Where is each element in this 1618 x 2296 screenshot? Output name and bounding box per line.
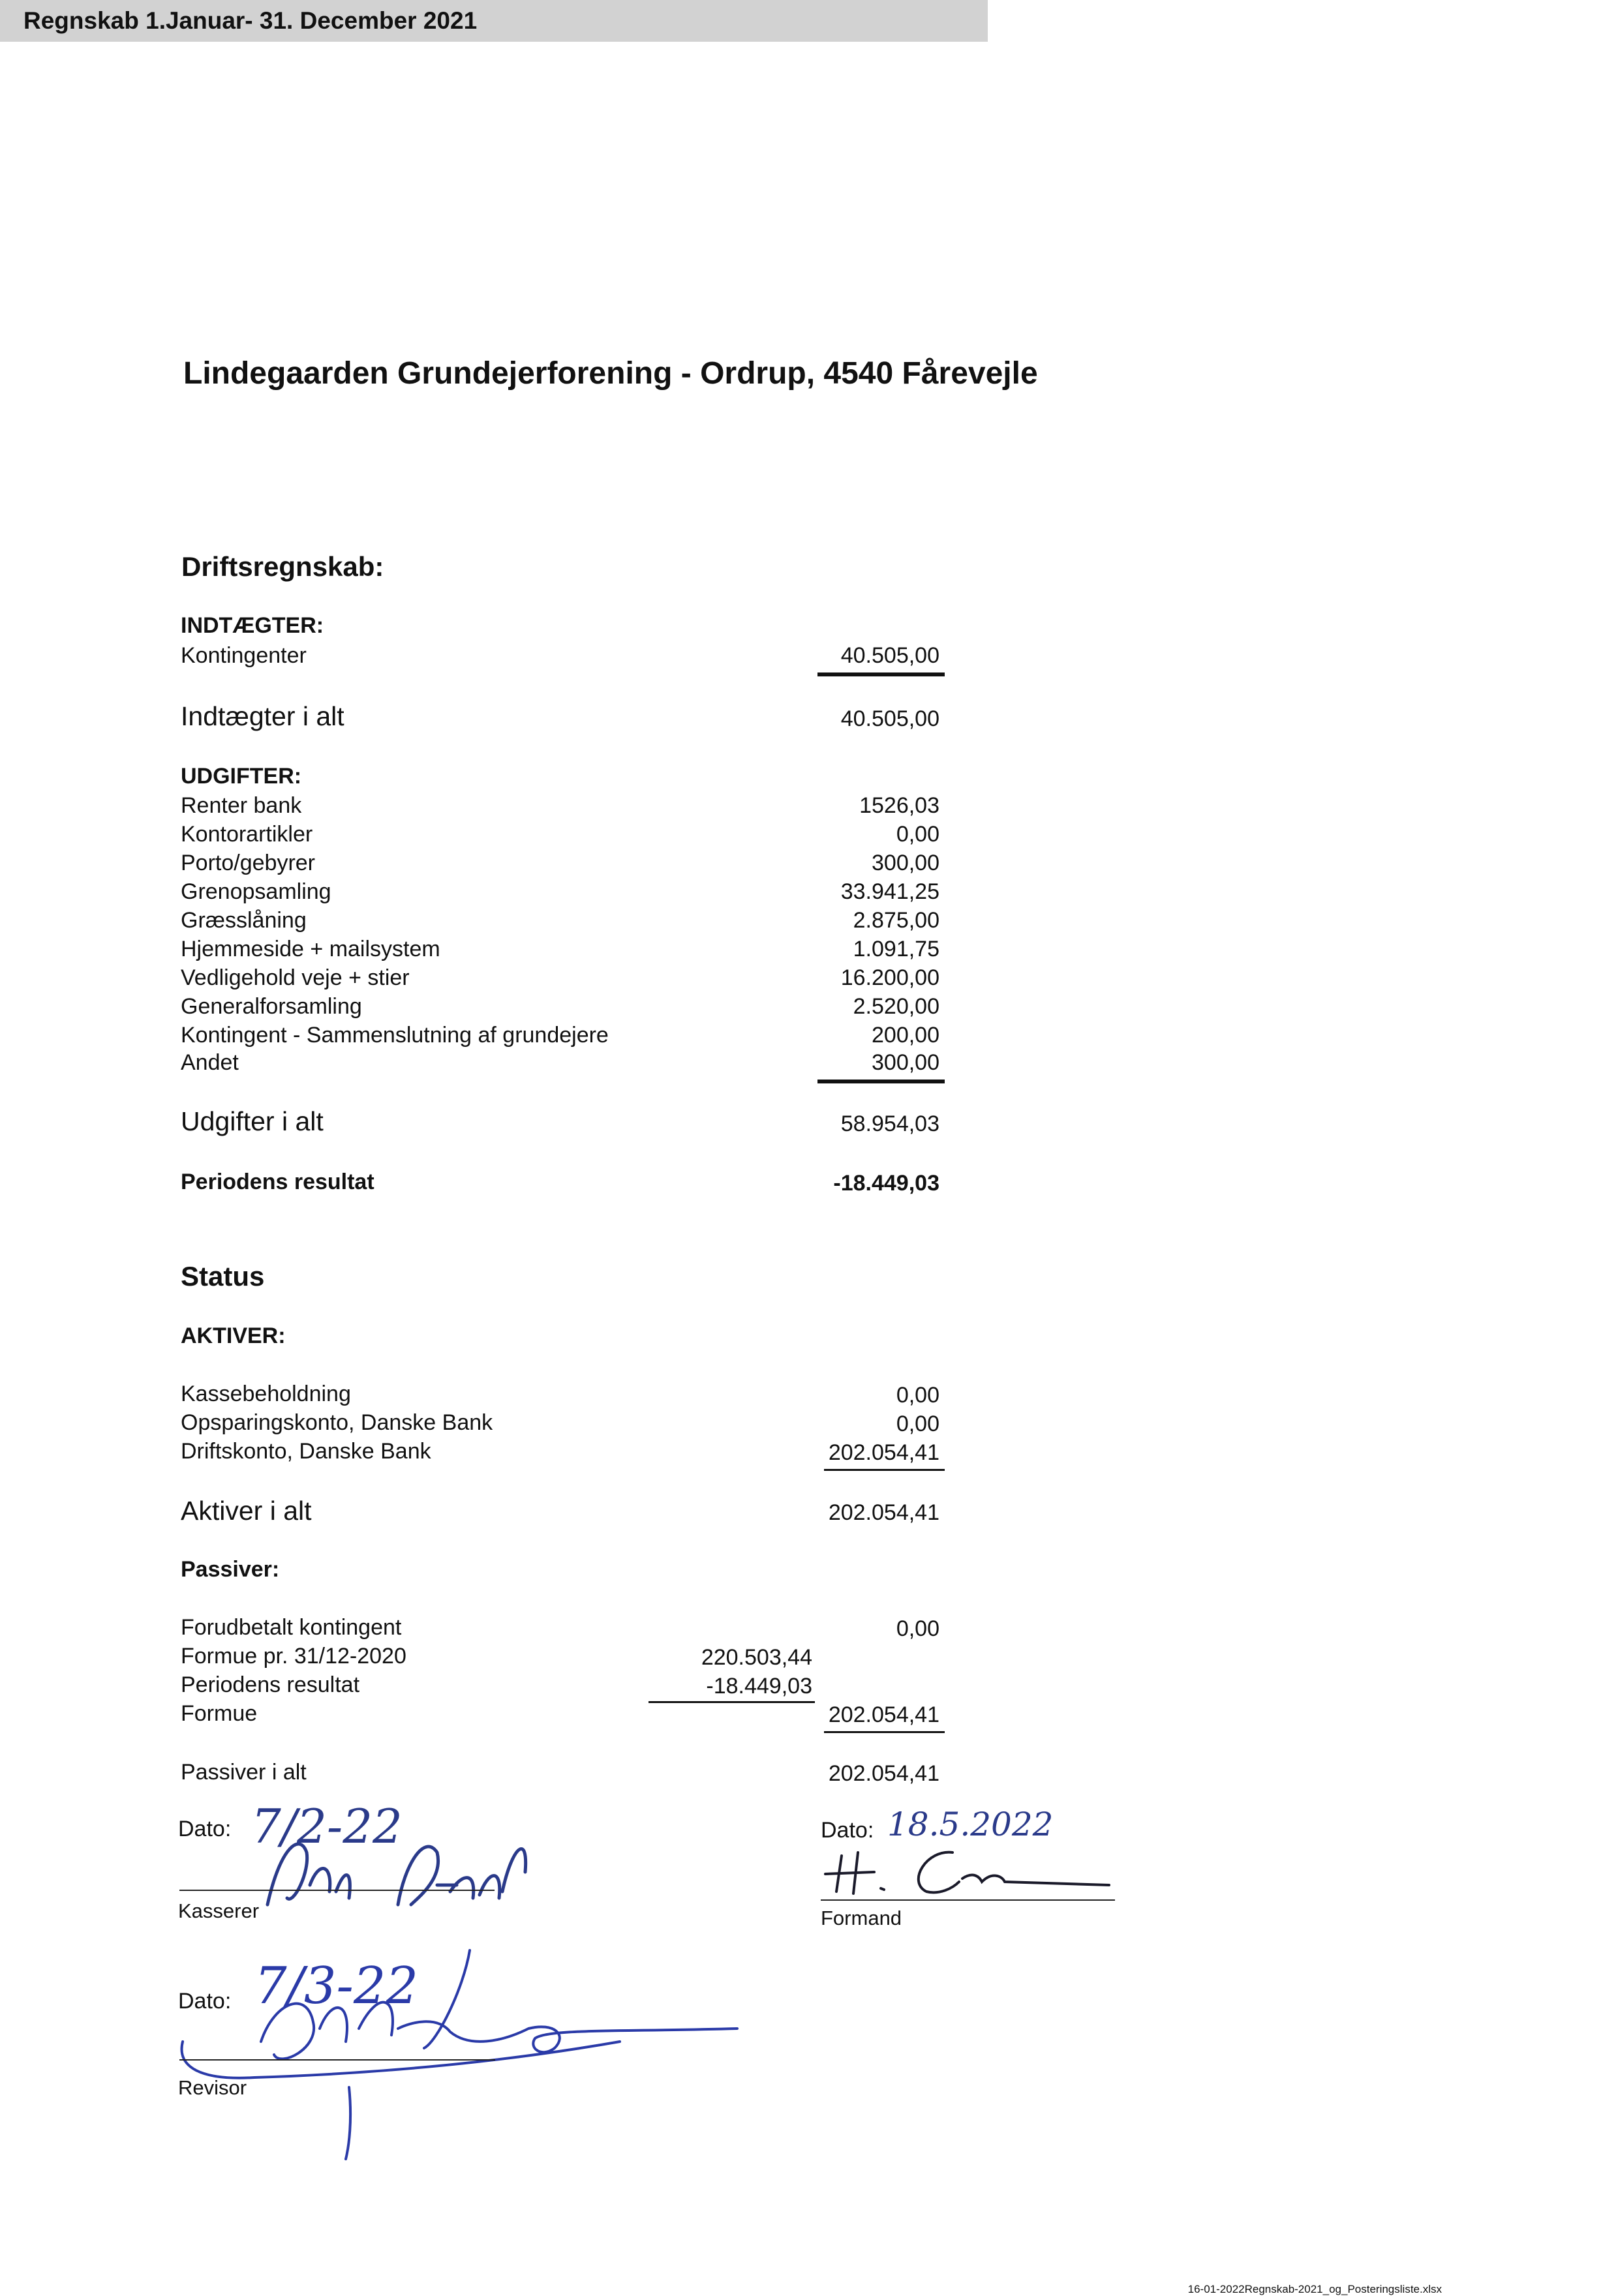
income-amount: 40.505,00 <box>840 643 939 668</box>
expense-label: Kontorartikler <box>181 822 313 847</box>
expenses-heading: UDGIFTER: <box>181 764 302 789</box>
expense-amount: 33.941,25 <box>840 879 939 904</box>
expense-label: Porto/gebyrer <box>181 851 315 875</box>
status-heading: Status <box>181 1261 265 1292</box>
assets-underline <box>824 1469 945 1471</box>
liabilities-heading: Passiver: <box>181 1557 280 1582</box>
auditor-role-label: Revisor <box>178 2076 247 2099</box>
auditor-signature <box>163 1950 750 2166</box>
period-banner <box>0 0 988 42</box>
period-result-status-amount: -18.449,03 <box>706 1674 812 1699</box>
chairman-signature-line <box>821 1899 1115 1901</box>
income-total-amount: 40.505,00 <box>840 706 939 731</box>
auditor-signature-line <box>179 2059 495 2061</box>
expense-label: Grenopsamling <box>181 879 331 904</box>
prepaid-amount: 0,00 <box>896 1616 939 1641</box>
auditor-date-handwritten: 7/3-22 <box>254 1957 419 2016</box>
income-label: Kontingenter <box>181 643 307 668</box>
document-title: Lindegaarden Grundejerforening - Ordrup, 4540 Fårevejle <box>183 356 1038 391</box>
expense-amount: 16.200,00 <box>840 965 939 990</box>
period-result-amount: -18.449,03 <box>833 1171 939 1196</box>
treasurer-date-label: Dato: <box>178 1817 232 1841</box>
equity-label: Formue <box>181 1701 258 1726</box>
period-result-status-label: Periodens resultat <box>181 1672 360 1697</box>
chairman-role-label: Formand <box>821 1907 902 1929</box>
expense-amount: 2.520,00 <box>853 994 939 1019</box>
asset-amount: 0,00 <box>896 1383 939 1408</box>
treasurer-signature-line <box>179 1890 495 1891</box>
period-label: Regnskab 1.Januar- 31. December 2021 <box>23 7 478 34</box>
income-underline <box>817 672 945 676</box>
asset-amount: 0,00 <box>896 1412 939 1436</box>
expense-amount: 200,00 <box>872 1023 939 1048</box>
footer-filename: 16-01-2022Regnskab-2021_og_Posteringsliste.xlsx <box>1187 2283 1442 2295</box>
expense-amount: 2.875,00 <box>853 908 939 933</box>
assets-heading: AKTIVER: <box>181 1323 286 1348</box>
expense-label: Andet <box>181 1050 239 1075</box>
prepaid-label: Forudbetalt kontingent <box>181 1615 402 1640</box>
expenses-total-amount: 58.954,03 <box>840 1111 939 1136</box>
expense-amount: 0,00 <box>896 822 939 847</box>
asset-label: Driftskonto, Danske Bank <box>181 1439 431 1464</box>
assets-total-label: Aktiver i alt <box>181 1496 312 1526</box>
asset-label: Kassebeholdning <box>181 1382 351 1406</box>
income-total-label: Indtægter i alt <box>181 701 344 731</box>
auditor-date-label: Dato: <box>178 1989 232 2014</box>
expense-label: Generalforsamling <box>181 994 362 1019</box>
expense-label: Vedligehold veje + stier <box>181 965 410 990</box>
expense-label: Kontingent - Sammenslutning af grundejere <box>181 1023 609 1048</box>
asset-amount: 202.054,41 <box>828 1440 939 1465</box>
expense-label: Græsslåning <box>181 908 307 933</box>
expense-amount: 1.091,75 <box>853 937 939 961</box>
expenses-total-label: Udgifter i alt <box>181 1106 324 1136</box>
expense-amount: 300,00 <box>872 1050 939 1075</box>
equity-amount: 202.054,41 <box>828 1702 939 1727</box>
asset-label: Opsparingskonto, Danske Bank <box>181 1410 493 1435</box>
equity-prev-label: Formue pr. 31/12-2020 <box>181 1644 406 1669</box>
equity-prev-amount: 220.503,44 <box>701 1645 812 1670</box>
treasurer-role-label: Kasserer <box>178 1899 260 1922</box>
income-heading: INDTÆGTER: <box>181 613 324 638</box>
expenses-underline <box>817 1080 945 1083</box>
treasurer-date-handwritten: 7/2-22 <box>251 1799 403 1854</box>
chairman-date-handwritten: 18.5.2022 <box>887 1805 1054 1843</box>
chairman-date-label: Dato: <box>821 1818 874 1843</box>
liabilities-total-amount: 202.054,41 <box>828 1761 939 1786</box>
period-result-label: Periodens resultat <box>181 1170 374 1194</box>
operating-account-heading: Driftsregnskab: <box>181 551 384 582</box>
liabilities-total-label: Passiver i alt <box>181 1760 307 1785</box>
chairman-signature <box>822 1843 1122 1895</box>
expense-amount: 1526,03 <box>859 793 939 818</box>
equity-underline <box>824 1731 945 1733</box>
expense-label: Renter bank <box>181 793 302 818</box>
assets-total-amount: 202.054,41 <box>828 1500 939 1525</box>
expense-amount: 300,00 <box>872 851 939 875</box>
expense-label: Hjemmeside + mailsystem <box>181 937 440 961</box>
